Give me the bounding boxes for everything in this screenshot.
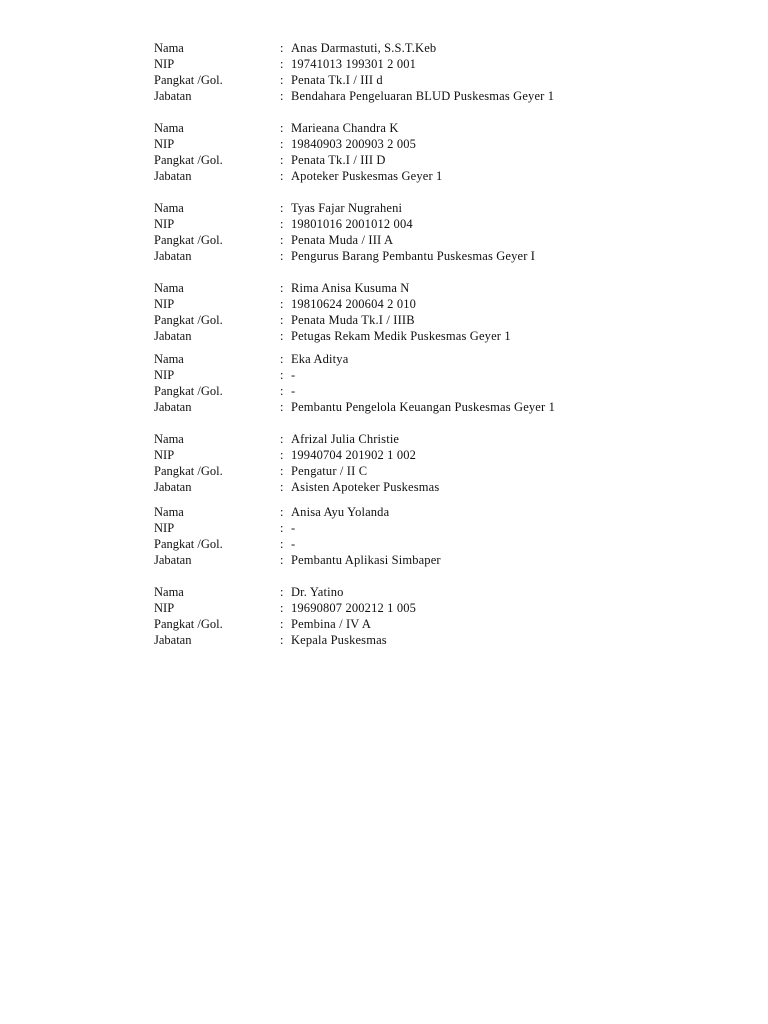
separator: : [280,352,284,366]
nip-value: - [291,368,296,382]
pangkat-value: Penata Tk.I / III d [291,73,383,87]
jabatan-row [154,632,634,648]
jabatan-value: Kepala Puskesmas [291,633,387,647]
pangkat-label: Pangkat /Gol. [154,617,223,631]
nama-value: Marieana Chandra K [291,121,399,135]
separator: : [280,384,284,398]
jabatan-value: Bendahara Pengeluaran BLUD Puskesmas Geyer 1 [291,89,555,103]
jabatan-value: Apoteker Puskesmas Geyer 1 [291,169,443,183]
jabatan-value: Pembantu Pengelola Keuangan Puskesmas Geyer 1 [291,400,555,414]
nip-label: NIP [154,297,175,311]
nip-row [154,296,634,312]
separator: : [280,73,284,87]
nip-row [154,447,634,463]
pangkat-label: Pangkat /Gol. [154,153,223,167]
separator: : [280,432,284,446]
pangkat-label: Pangkat /Gol. [154,73,223,87]
nama-value: Rima Anisa Kusuma N [291,281,410,295]
staff-entry [154,504,634,568]
pangkat-value: Penata Tk.I / III D [291,153,386,167]
separator: : [280,633,284,647]
nama-row [154,40,634,56]
jabatan-label: Jabatan [154,249,192,263]
staff-entry [154,120,634,184]
staff-entry [154,200,634,264]
separator: : [280,201,284,215]
pangkat-value: Pengatur / II C [291,464,368,478]
nip-label: NIP [154,217,175,231]
separator: : [280,281,284,295]
nip-row [154,136,634,152]
pangkat-row [154,616,634,632]
pangkat-row [154,536,634,552]
nip-value: 19801016 2001012 004 [291,217,413,231]
separator: : [280,313,284,327]
separator: : [280,233,284,247]
separator: : [280,57,284,71]
nip-label: NIP [154,57,175,71]
jabatan-value: Pembantu Aplikasi Simbaper [291,553,441,567]
jabatan-label: Jabatan [154,169,192,183]
nip-row [154,56,634,72]
separator: : [280,121,284,135]
jabatan-label: Jabatan [154,89,192,103]
nama-label: Nama [154,281,184,295]
nip-value: 19741013 199301 2 001 [291,57,417,71]
separator: : [280,480,284,494]
nama-row [154,351,634,367]
nip-row [154,367,634,383]
jabatan-row [154,399,634,415]
pangkat-value: - [291,537,296,551]
pangkat-row [154,72,634,88]
nama-label: Nama [154,585,184,599]
nama-value: Tyas Fajar Nugraheni [291,201,403,215]
jabatan-row [154,168,634,184]
jabatan-label: Jabatan [154,480,192,494]
jabatan-value: Pengurus Barang Pembantu Puskesmas Geyer I [291,249,536,263]
separator: : [280,249,284,263]
pangkat-value: Penata Muda Tk.I / IIIB [291,313,415,327]
separator: : [280,505,284,519]
nama-row [154,200,634,216]
pangkat-row [154,463,634,479]
pangkat-row [154,312,634,328]
jabatan-label: Jabatan [154,633,192,647]
nama-label: Nama [154,41,184,55]
nip-label: NIP [154,137,175,151]
nip-value: 19690807 200212 1 005 [291,601,417,615]
separator: : [280,41,284,55]
nama-value: Afrizal Julia Christie [291,432,400,446]
nip-label: NIP [154,521,175,535]
pangkat-label: Pangkat /Gol. [154,384,223,398]
jabatan-label: Jabatan [154,400,192,414]
separator: : [280,601,284,615]
pangkat-row [154,383,634,399]
separator: : [280,448,284,462]
pangkat-value: Pembina / IV A [291,617,371,631]
nip-value: 19940704 201902 1 002 [291,448,417,462]
jabatan-row [154,88,634,104]
nip-row [154,216,634,232]
nama-row [154,584,634,600]
nama-row [154,431,634,447]
staff-entry [154,584,634,648]
pangkat-label: Pangkat /Gol. [154,313,223,327]
pangkat-value: - [291,384,296,398]
pangkat-value: Penata Muda / III A [291,233,394,247]
nama-value: Eka Aditya [291,352,349,366]
separator: : [280,537,284,551]
jabatan-row [154,248,634,264]
separator: : [280,400,284,414]
jabatan-row [154,479,634,495]
nama-label: Nama [154,121,184,135]
pangkat-row [154,232,634,248]
nip-label: NIP [154,448,175,462]
nip-label: NIP [154,368,175,382]
jabatan-row [154,552,634,568]
separator: : [280,368,284,382]
nama-row [154,504,634,520]
separator: : [280,521,284,535]
pangkat-label: Pangkat /Gol. [154,537,223,551]
nama-label: Nama [154,505,184,519]
nip-value: 19810624 200604 2 010 [291,297,417,311]
jabatan-value: Petugas Rekam Medik Puskesmas Geyer 1 [291,329,511,343]
nama-label: Nama [154,352,184,366]
separator: : [280,585,284,599]
separator: : [280,617,284,631]
staff-entry [154,280,634,344]
separator: : [280,137,284,151]
jabatan-label: Jabatan [154,329,192,343]
nama-value: Anas Darmastuti, S.S.T.Keb [291,41,437,55]
nama-label: Nama [154,201,184,215]
jabatan-row [154,328,634,344]
separator: : [280,329,284,343]
nip-value: - [291,521,296,535]
pangkat-label: Pangkat /Gol. [154,233,223,247]
separator: : [280,217,284,231]
nama-row [154,280,634,296]
separator: : [280,169,284,183]
separator: : [280,464,284,478]
pangkat-label: Pangkat /Gol. [154,464,223,478]
nama-value: Dr. Yatino [291,585,344,599]
nip-row [154,600,634,616]
jabatan-label: Jabatan [154,553,192,567]
staff-entry [154,431,634,495]
nip-row [154,520,634,536]
pangkat-row [154,152,634,168]
separator: : [280,297,284,311]
nama-row [154,120,634,136]
nama-label: Nama [154,432,184,446]
nama-value: Anisa Ayu Yolanda [291,505,390,519]
separator: : [280,89,284,103]
staff-entry [154,351,634,415]
separator: : [280,153,284,167]
separator: : [280,553,284,567]
jabatan-value: Asisten Apoteker Puskesmas [291,480,440,494]
nip-label: NIP [154,601,175,615]
nip-value: 19840903 200903 2 005 [291,137,417,151]
staff-entry [154,40,634,104]
